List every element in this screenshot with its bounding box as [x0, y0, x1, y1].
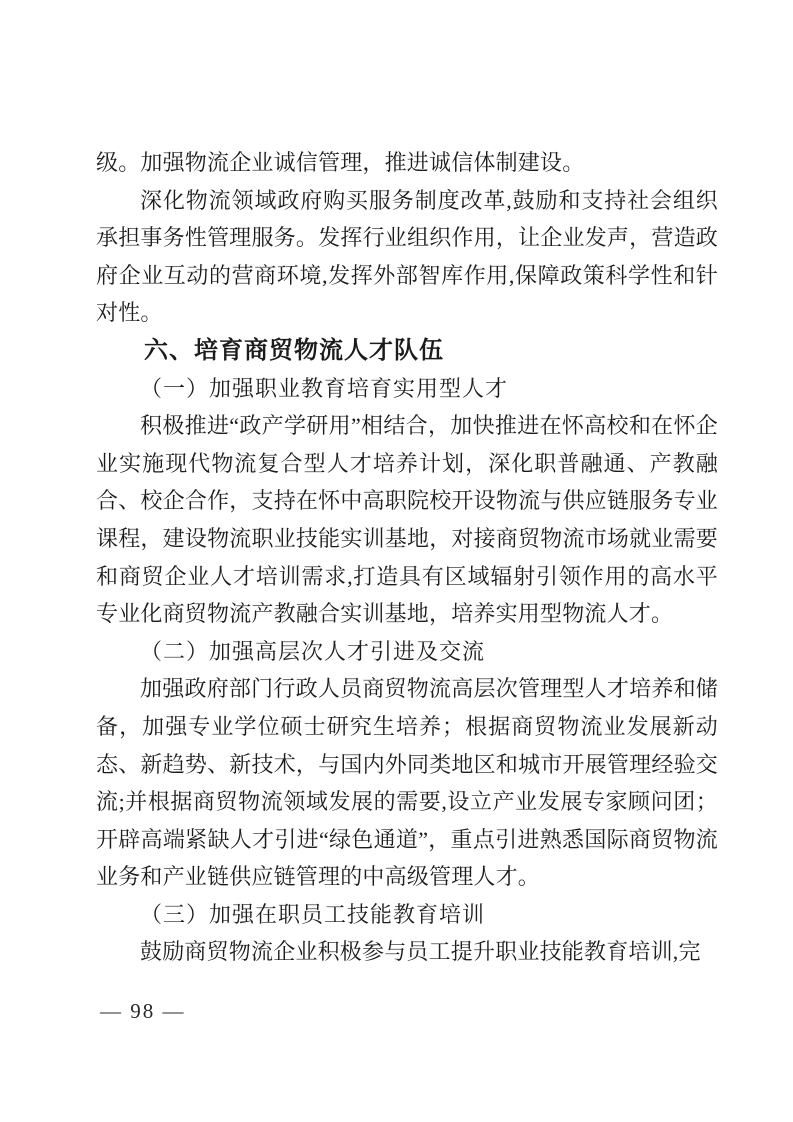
paragraph: 级。加强物流企业诚信管理，推进诚信体制建设。 [96, 150, 585, 175]
sub-heading: （三）加强在职员工技能教育培训 [140, 901, 486, 927]
paragraph: 深化物流领域政府购买服务制度改革,鼓励和支持社会组织承担事务性管理服务。发挥行业组织作用，让企业发声，营造政府企业互动的营商环境,发挥外部智库作用,保障政策科学性和针对性。 [96, 187, 718, 326]
page-number: — 98 — [100, 999, 186, 1023]
paragraph: 加强政府部门行政人员商贸物流高层次管理型人才培养和储备，加强专业学位硕士研究生培养；根据商贸物流业发展新动态、新趋势、新技术，与国内外同类地区和城市开展管理经验交流;并根据商贸物流领域发展的需要,设立产业发展专家顾问团；开辟高端紧缺人才引进“绿色通道”，重点引进熟悉国际商贸物流业务和产业链供应链管理的中高级管理人才。 [96, 676, 718, 890]
sub-heading: （二）加强高层次人才引进及交流 [140, 638, 486, 664]
sub-heading: （一）加强职业教育培育实用型人才 [140, 375, 509, 401]
paragraph: 鼓励商贸物流企业积极参与员工提升职业技能教育培训,完 [140, 939, 701, 965]
paragraph: 积极推进“政产学研用”相结合，加快推进在怀高校和在怀企业实施现代物流复合型人才培养计划，深化职普融通、产教融合、校企合作，支持在怀中高职院校开设物流与供应链服务专业课程，建设物流职业技能实训基地，对接商贸物流市场就业需要和商贸企业人才培训需求,打造具有区域辐射引领作用的高水平专业化商贸物流产教融合实训基地，培养实用型物流人才。 [96, 413, 718, 627]
document-body [96, 144, 718, 971]
section-heading: 六、培育商贸物流人才队伍 [144, 336, 444, 364]
